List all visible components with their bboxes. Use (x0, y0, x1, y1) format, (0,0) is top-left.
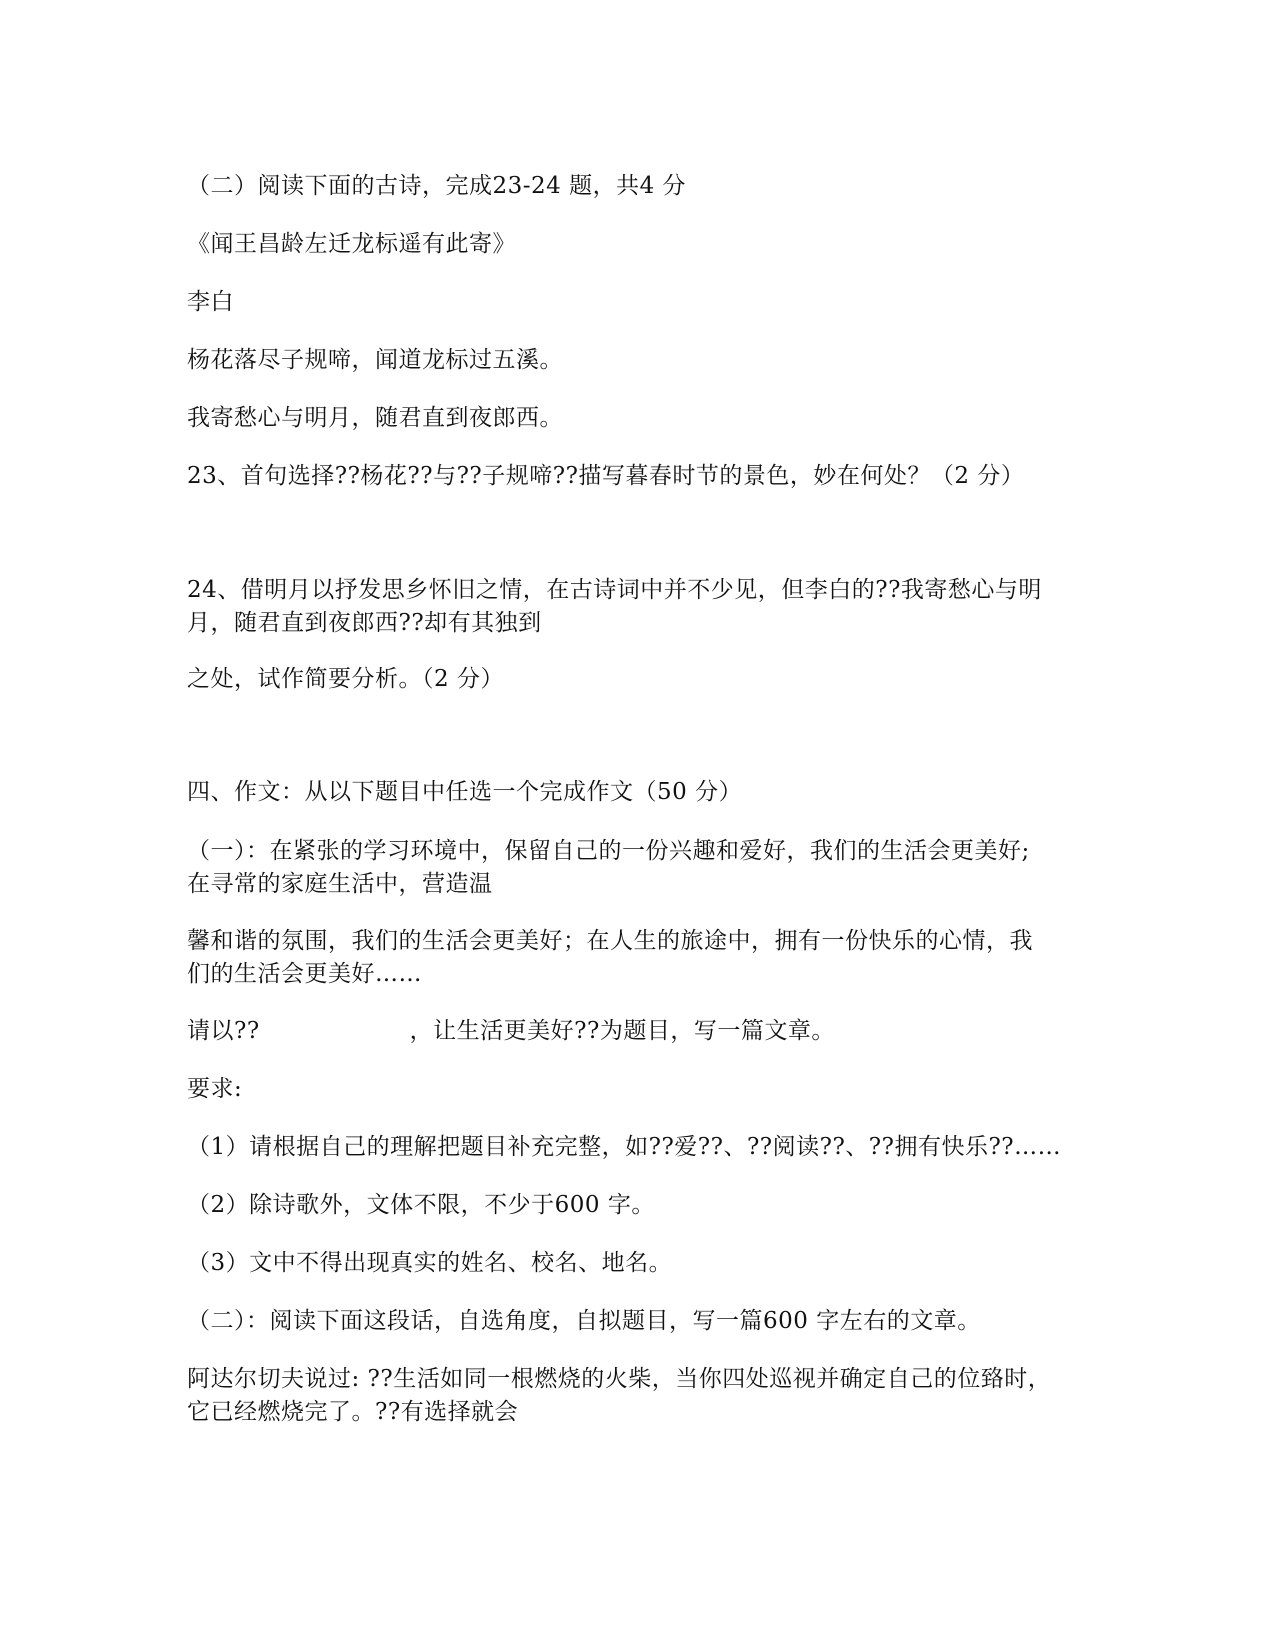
essay-option-1-line-1: （一）：在紧张的学习环境中，保留自己的一份兴趣和爱好，我们的生活会更美好; (187, 838, 1030, 864)
poem-author: 李白 (187, 289, 234, 315)
essay-prompt-suffix: ，让生活更美好??为题目，写一篇文章。 (409, 1018, 835, 1044)
essay-heading: 四、作文：从以下题目中任选一个完成作文（50 分） (187, 779, 743, 805)
essay-option-1-line-2: 在寻常的家庭生活中，营造温 (187, 871, 493, 897)
essay-option-1-line-3: 馨和谐的氛围，我们的生活会更美好；在人生的旅途中，拥有一份快乐的心情，我 (187, 928, 1033, 954)
essay-option-2: （二）：阅读下面这段话，自选角度，自拟题目，写一篇600 字左右的文章。 (187, 1308, 981, 1334)
section-heading: （二）阅读下面的古诗，完成23-24 题，共4 分 (187, 173, 687, 199)
quote-line-1: 阿达尔切夫说过: ??生活如同一根燃烧的火柴，当你四处巡视并确定自己的位臵时， (187, 1366, 1052, 1392)
question-23: 23、首句选择??杨花??与??子规啼??描写暮春时节的景色，妙在何处？（2 分） (187, 463, 1025, 489)
question-24-line-2: 月，随君直到夜郎西??却有其独到 (187, 610, 542, 636)
question-24-line-1: 24、借明月以抒发思乡怀旧之情，在古诗词中并不少见，但李白的??我寄愁心与明 (187, 577, 1042, 603)
requirement-3: （3）文中不得出现真实的姓名、校名、地名。 (187, 1250, 673, 1276)
poem-line-1: 杨花落尽子规啼，闻道龙标过五溪。 (187, 347, 563, 373)
requirements-heading: 要求: (187, 1076, 243, 1102)
requirement-1: （1）请根据自己的理解把题目补充完整，如??爱??、??阅读??、??拥有快乐??…… (187, 1134, 1062, 1160)
quote-line-2: 它已经燃烧完了。??有选择就会 (187, 1399, 519, 1425)
question-24-line-3: 之处，试作简要分析。（2 分） (187, 666, 504, 692)
poem-line-2: 我寄愁心与明月，随君直到夜郎西。 (187, 405, 563, 431)
essay-prompt-prefix: 请以?? (187, 1018, 260, 1044)
poem-title: 《闻王昌龄左迁龙标遥有此寄》 (187, 231, 516, 257)
essay-option-1-line-4: 们的生活会更美好…… (187, 961, 422, 987)
essay-prompt (187, 1015, 1087, 1048)
requirement-2: （2）除诗歌外，文体不限，不少于600 字。 (187, 1192, 655, 1218)
